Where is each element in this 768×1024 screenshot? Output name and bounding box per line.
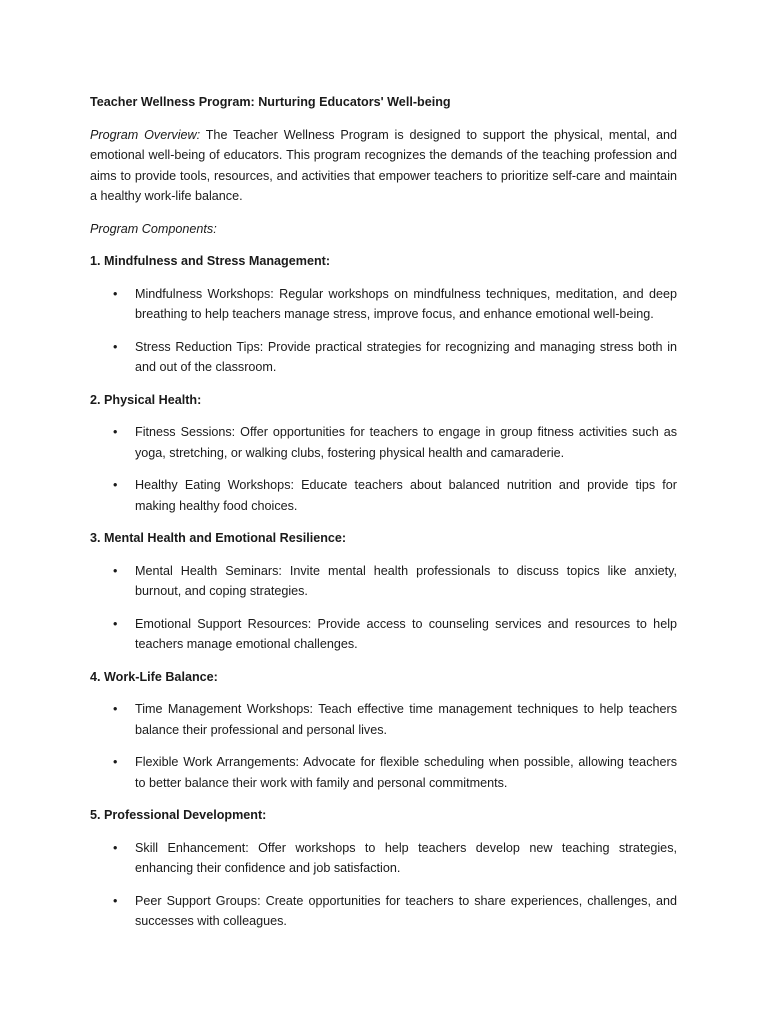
bullet-list (90, 422, 677, 516)
bullet-icon: • (113, 478, 118, 492)
list-item-text: Emotional Support Resources: Provide access to counseling services and resources to help teachers manage emotional challenges. (135, 616, 677, 651)
list-item-text: Mental Health Seminars: Invite mental health professionals to discuss topics like anxiety, burnout, and coping strategies. (135, 563, 677, 598)
bullet-icon: • (113, 616, 118, 631)
bullet-list (90, 838, 677, 932)
list-item (90, 337, 677, 378)
section-heading: 3. Mental Health and Emotional Resilience: (90, 531, 347, 545)
bullet-list (90, 561, 677, 655)
document-title: Teacher Wellness Program: Nurturing Educators' Well-being (90, 95, 451, 109)
bullet-icon: • (113, 755, 118, 769)
section-heading: 1. Mindfulness and Stress Management: (90, 254, 331, 268)
list-item (90, 614, 677, 655)
list-item-text: Peer Support Groups: Create opportunities for teachers to share experiences, challenges, and successes with colleagues. (135, 893, 677, 928)
overview-paragraph (90, 125, 677, 207)
list-item-text: Flexible Work Arrangements: Advocate for flexible scheduling when possible, allowing teachers to better balance their work with family and personal commitments. (135, 755, 677, 790)
list-item-text: Fitness Sessions: Offer opportunities for teachers to engage in group fitness activities such as yoga, stretching, or walking clubs, fostering physical health and camaraderie. (135, 425, 677, 460)
document-page (90, 92, 677, 944)
list-item (90, 284, 677, 325)
list-item (90, 752, 677, 793)
bullet-list (90, 699, 677, 793)
components-label: Program Components: (90, 221, 217, 236)
section-heading: 5. Professional Development: (90, 808, 267, 822)
list-item (90, 838, 677, 879)
list-item-text: Mindfulness Workshops: Regular workshops on mindfulness techniques, meditation, and deep breathing to help teachers manage stress, improve focus, and enhance emotional well-being. (135, 286, 677, 321)
bullet-list (90, 284, 677, 378)
bullet-icon: • (113, 425, 118, 439)
list-item (90, 422, 677, 463)
list-item-text: Healthy Eating Workshops: Educate teachers about balanced nutrition and provide tips for making healthy food choices. (135, 478, 677, 513)
list-item-text: Skill Enhancement: Offer workshops to help teachers develop new teaching strategies, enhancing their confidence and job satisfaction. (135, 840, 677, 875)
list-item-text: Stress Reduction Tips: Provide practical strategies for recognizing and managing stress both in and out of the classroom. (135, 339, 677, 374)
section-heading: 4. Work-Life Balance: (90, 669, 218, 684)
section-heading: 2. Physical Health: (90, 392, 202, 407)
bullet-icon: • (113, 840, 118, 855)
overview-label: Program Overview: (90, 127, 201, 142)
overview-text: The Teacher Wellness Program is designed to support the physical, mental, and emotional well-being of educators. This program recognizes the demands of the teaching profession and aims to provide tools, resources, and activities that empower teachers to prioritize self-care and maintain a healthy work-life balance. (90, 127, 677, 203)
bullet-icon: • (113, 286, 118, 301)
list-item (90, 891, 677, 932)
bullet-icon: • (113, 563, 118, 578)
list-item (90, 475, 677, 516)
list-item-text: Time Management Workshops: Teach effective time management techniques to help teachers balance their professional and personal lives. (135, 702, 677, 737)
bullet-icon: • (113, 702, 118, 716)
list-item (90, 699, 677, 740)
bullet-icon: • (113, 339, 118, 354)
list-item (90, 561, 677, 602)
bullet-icon: • (113, 893, 118, 908)
